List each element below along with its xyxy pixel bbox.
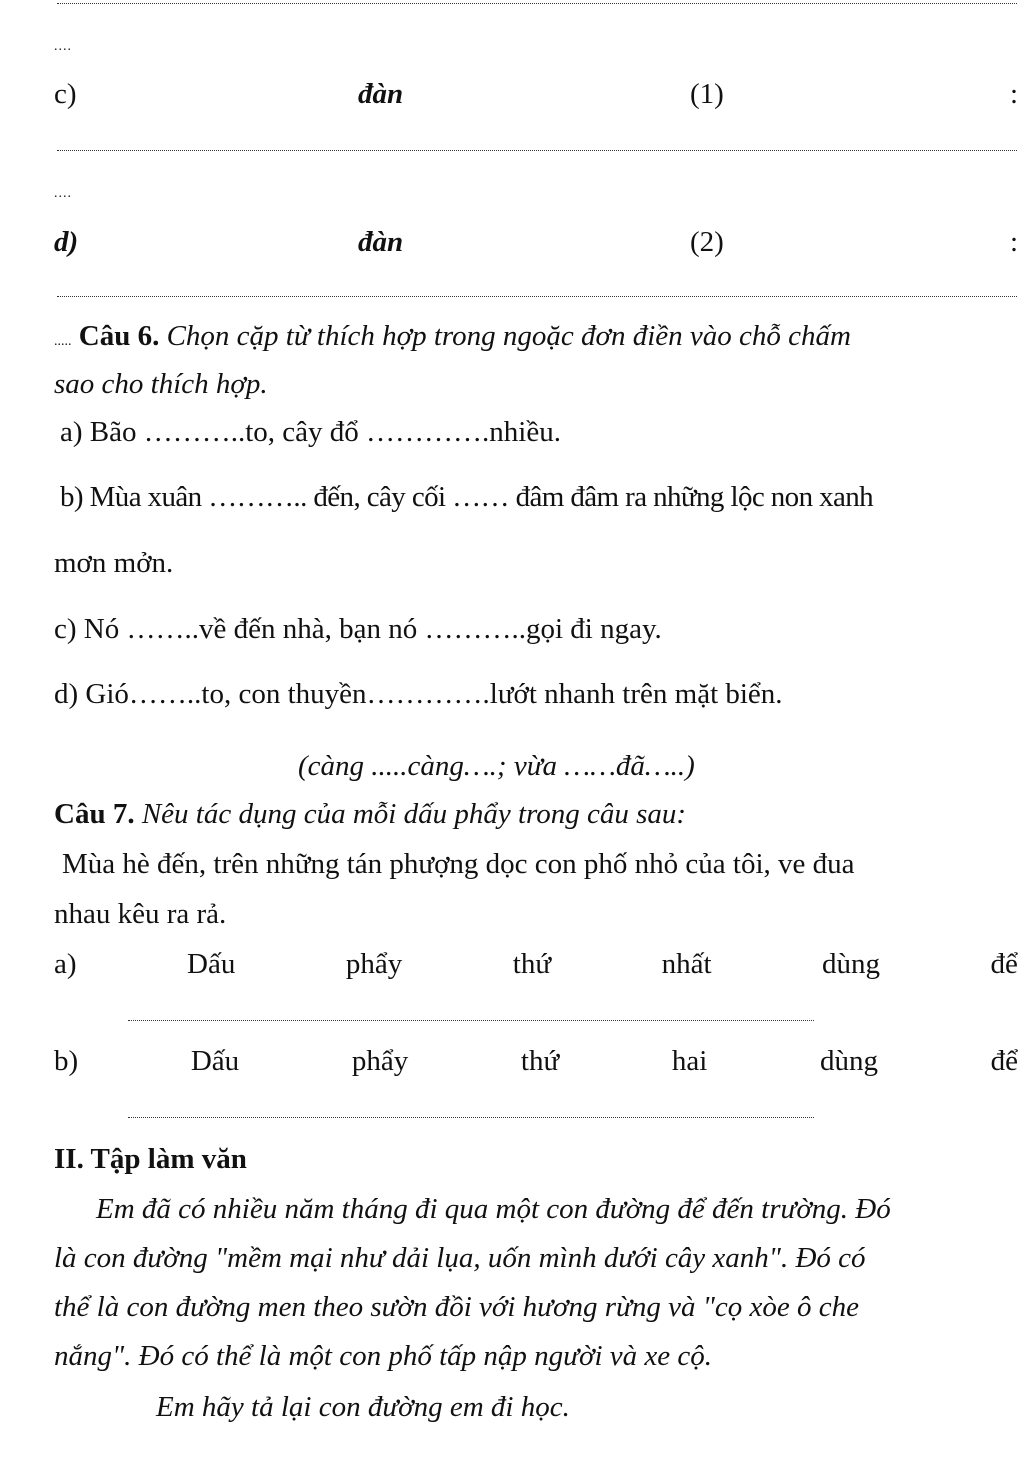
cau7-sentence-1: Mùa hè đến, trên những tán phượng dọc con phố nhỏ của tôi, ve đua (62, 848, 855, 880)
cau7-a-word: a) (54, 948, 77, 980)
cau6-item-b: b) Mùa xuân ……….. đến, cây cối …… đâm đâm ra những lộc non xanh (60, 481, 874, 513)
cau7-b-word: phẩy (351, 1045, 409, 1077)
cau7-b-word: để (990, 1045, 1018, 1077)
cau7-b-word: dùng (819, 1045, 878, 1077)
cau7-a-word: Dấu (187, 948, 236, 980)
cau7-title: Câu 7. (54, 798, 135, 830)
row-c-word: đàn (358, 78, 404, 110)
cau7-b-word: b) (54, 1045, 79, 1077)
tlv-heading: II. Tập làm văn (54, 1143, 247, 1175)
cau7-a-word: để (990, 948, 1018, 980)
cau7-a-word: dùng (822, 948, 881, 980)
row-c-colon: : (1010, 78, 1019, 110)
cau6-hint: (càng .....càng….; vừa ……đã…..) (298, 750, 695, 782)
answer-dots-small: .... (54, 39, 72, 54)
cau7-b-word: Dấu (190, 1045, 240, 1077)
cau7-prompt: Nêu tác dụng của mỗi dấu phẩy trong câu sau: (141, 798, 687, 830)
cau7-sentence-2: nhau kêu ra rả. (54, 898, 227, 930)
tlv-line-1: Em đã có nhiều năm tháng đi qua một con đường để đến trường. Đó (96, 1193, 891, 1225)
row-d-colon: : (1010, 226, 1019, 258)
row-c-num: (1) (690, 78, 724, 110)
tlv-task: Em hãy tả lại con đường em đi học. (156, 1391, 570, 1423)
cau6-prompt-2: sao cho thích hợp. (54, 368, 268, 400)
answer-dots-small-2: .... (54, 186, 72, 201)
row-d-word: đàn (358, 226, 404, 258)
cau7-a-word: thứ (512, 948, 552, 980)
cau6-item-b-cont: mơn mởn. (54, 547, 174, 579)
cau7-heading-line (54, 800, 686, 829)
answer-line-c (57, 150, 1017, 151)
row-d-num: (2) (690, 226, 724, 258)
cau6-prompt-1: Chọn cặp từ thích hợp trong ngoặc đơn điền vào chỗ chấm (166, 320, 851, 352)
cau7-a-word: phẩy (345, 948, 403, 980)
tlv-line-3: thể là con đường men theo sườn đồi với hương rừng và "cọ xòe ô che (54, 1291, 859, 1323)
tlv-line-2: là con đường "mềm mại như dải lụa, uốn mình dưới cây xanh". Đó có (54, 1242, 866, 1274)
answer-line-7b (128, 1117, 814, 1118)
cau6-item-a: a) Bão ………..to, cây đổ ………….nhiều. (60, 416, 561, 448)
cau7-b-word: hai (671, 1045, 708, 1077)
cau7-row-b (54, 1047, 1018, 1076)
cau6-heading-line (54, 322, 851, 351)
cau6-lead-dots: ..... (54, 334, 72, 349)
cau7-a-word: nhất (661, 948, 712, 980)
tlv-line-4: nắng". Đó có thể là một con phố tấp nập người và xe cộ. (54, 1340, 712, 1372)
cau6-item-d: d) Gió……..to, con thuyền………….lướt nhanh trên mặt biển. (54, 678, 783, 710)
cau6-title: Câu 6. (78, 320, 160, 352)
row-c-label: c) (54, 78, 77, 110)
cau6-item-c: c) Nó ……..về đến nhà, bạn nó ………..gọi đi ngay. (54, 613, 662, 645)
row-d-label: d) (54, 226, 79, 258)
cau7-row-a (54, 950, 1018, 979)
answer-line-top (57, 3, 1017, 4)
cau7-b-word: thứ (520, 1045, 560, 1077)
answer-line-7a (128, 1020, 814, 1021)
answer-line-d (57, 296, 1017, 297)
